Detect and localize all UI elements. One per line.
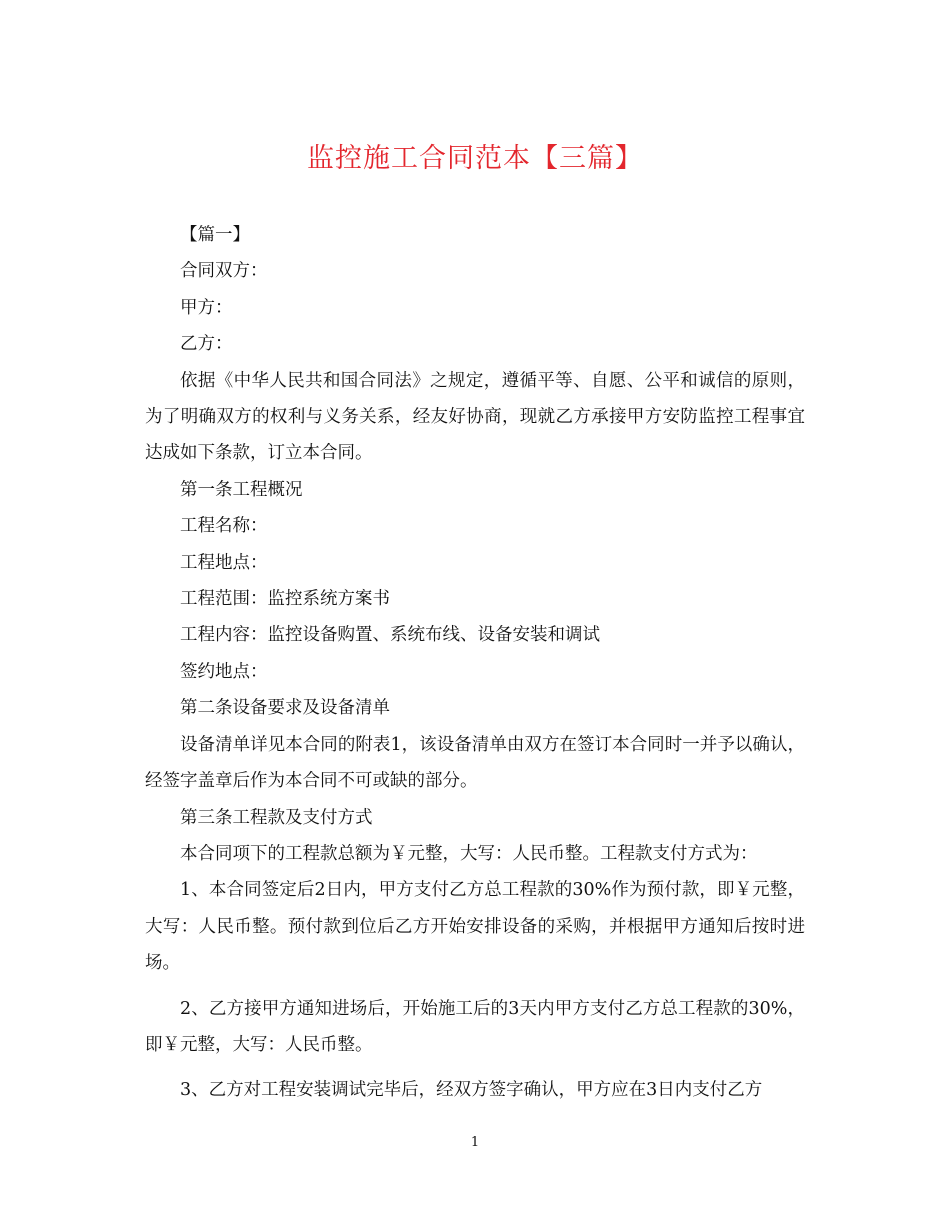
document-body	[145, 217, 805, 1109]
paragraph-total-payment: 本合同项下的工程款总额为￥元整，大写：人民币整。工程款支付方式为：	[180, 843, 758, 864]
paragraph-project-content: 工程内容：监控设备购置、系统布线、设备安装和调试	[180, 625, 600, 646]
page-number: 1	[470, 1135, 480, 1150]
paragraph-article-2-heading: 第二条设备要求及设备清单	[180, 698, 390, 719]
paragraph-signing-location: 签约地点：	[180, 661, 268, 682]
paragraph-section-heading: 【篇一】	[180, 225, 250, 245]
paragraph-project-scope: 工程范围：监控系统方案书	[180, 589, 390, 610]
paragraph-preamble: 依据《中华人民共和国合同法》之规定，遵循平等、自愿、公平和诚信的原则，为了明确双方的权利与义务关系，经友好协商，现就乙方承接甲方安防监控工程事宜达成如下条款，订立本合同。	[145, 370, 805, 464]
paragraph-article-1-heading: 第一条工程概况	[180, 479, 303, 500]
paragraph-project-location: 工程地点：	[180, 552, 268, 573]
paragraph-party-b: 乙方：	[180, 334, 233, 355]
paragraph-equipment-list: 设备清单详见本合同的附表1，该设备清单由双方在签订本合同时一并予以确认，经签字盖章后作为本合同不可或缺的部分。	[145, 734, 805, 792]
paragraph-payment-term-1: 1、本合同签定后2日内，甲方支付乙方总工程款的30%作为预付款，即￥元整，大写：人民币整。预付款到位后乙方开始安排设备的采购，并根据甲方通知后按时进场。	[145, 880, 805, 974]
paragraph-party-a: 甲方：	[180, 297, 233, 318]
document-title: 监控施工合同范本【三篇】	[307, 143, 643, 174]
paragraph-article-3-heading: 第三条工程款及支付方式	[180, 807, 373, 828]
paragraph-contract-parties: 合同双方：	[180, 261, 268, 282]
paragraph-payment-term-3: 3、乙方对工程安装调试完毕后，经双方签字确认，甲方应在3日内支付乙方	[180, 1080, 763, 1101]
paragraph-payment-term-2: 2、乙方接甲方通知进场后，开始施工后的3天内甲方支付乙方总工程款的30%，即￥元整，大写：人民币整。	[145, 998, 805, 1055]
paragraph-project-name: 工程名称：	[180, 516, 268, 537]
